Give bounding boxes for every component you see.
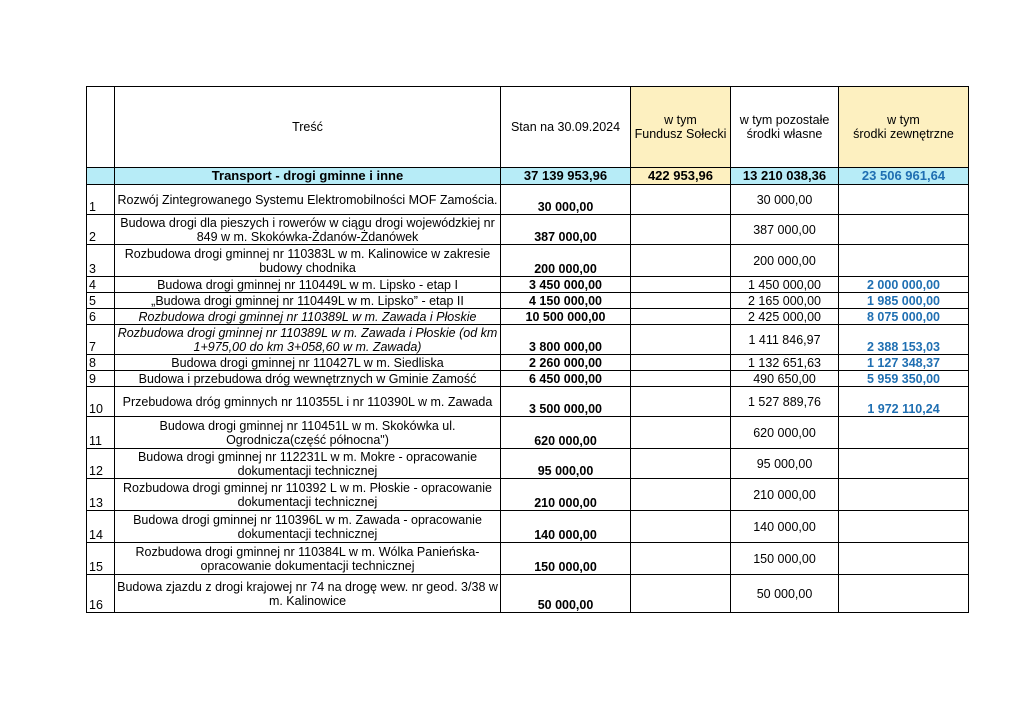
table-row [87,387,969,417]
row-fundusz-solecki [631,245,731,277]
row-number: 1 [87,185,115,215]
row-number: 5 [87,293,115,309]
row-description: Przebudowa dróg gminnych nr 110355L i nr 110390L w m. Zawada [115,387,501,417]
row-number: 14 [87,511,115,543]
row-srodki-wlasne: 210 000,00 [731,479,839,511]
row-total: 10 500 000,00 [501,309,631,325]
row-srodki-zewnetrzne [839,245,969,277]
row-number: 3 [87,245,115,277]
row-srodki-zewnetrzne [839,215,969,245]
row-description: Rozbudowa drogi gminnej nr 110392 L w m. Płoskie - opracowanie dokumentacji technicznej [115,479,501,511]
row-description: Rozbudowa drogi gminnej nr 110383L w m. Kalinowice w zakresie budowy chodnika [115,245,501,277]
row-total: 3 500 000,00 [501,387,631,417]
table-row [87,575,969,613]
header-stan: Stan na 30.09.2024 [501,87,631,168]
row-number: 8 [87,355,115,371]
table-row [87,215,969,245]
row-total: 6 450 000,00 [501,371,631,387]
row-number: 7 [87,325,115,355]
row-description: Budowa drogi gminnej nr 110451L w m. Skokówka ul. Ogrodnicza(część północna") [115,417,501,449]
row-fundusz-solecki [631,575,731,613]
row-description: Rozbudowa drogi gminnej nr 110389L w m. Zawada i Płoskie (od km 1+975,00 do km 3+058,60 w m. Zawada) [115,325,501,355]
table-row [87,293,969,309]
row-srodki-wlasne: 620 000,00 [731,417,839,449]
row-srodki-zewnetrzne: 2 000 000,00 [839,277,969,293]
row-total: 210 000,00 [501,479,631,511]
row-total: 4 150 000,00 [501,293,631,309]
row-srodki-zewnetrzne [839,543,969,575]
row-description: Budowa i przebudowa dróg wewnętrznych w Gminie Zamość [115,371,501,387]
row-number: 16 [87,575,115,613]
table-row [87,277,969,293]
header-srodki-zewnetrzne: w tym środki zewnętrzne [839,87,969,168]
table-row [87,417,969,449]
row-srodki-wlasne: 95 000,00 [731,449,839,479]
summary-label: Transport - drogi gminne i inne [115,168,501,185]
row-fundusz-solecki [631,185,731,215]
table-row [87,245,969,277]
row-srodki-zewnetrzne [839,417,969,449]
row-total: 140 000,00 [501,511,631,543]
row-fundusz-solecki [631,449,731,479]
row-fundusz-solecki [631,417,731,449]
row-description: Budowa zjazdu z drogi krajowej nr 74 na drogę wew. nr geod. 3/38 w m. Kalinowice [115,575,501,613]
row-srodki-wlasne: 2 165 000,00 [731,293,839,309]
header-lp [87,87,115,168]
row-total: 3 450 000,00 [501,277,631,293]
row-description: Rozwój Zintegrowanego Systemu Elektromobilności MOF Zamościa. [115,185,501,215]
table-row [87,371,969,387]
header-srodki-wlasne: w tym pozostałe środki własne [731,87,839,168]
row-srodki-zewnetrzne [839,479,969,511]
row-fundusz-solecki [631,387,731,417]
row-number: 6 [87,309,115,325]
row-total: 50 000,00 [501,575,631,613]
row-number: 9 [87,371,115,387]
row-srodki-zewnetrzne: 1 127 348,37 [839,355,969,371]
row-total: 620 000,00 [501,417,631,449]
row-total: 30 000,00 [501,185,631,215]
row-srodki-wlasne: 1 411 846,97 [731,325,839,355]
table-row [87,511,969,543]
row-description: Rozbudowa drogi gminnej nr 110389L w m. Zawada i Płoskie [115,309,501,325]
row-srodki-wlasne: 1 132 651,63 [731,355,839,371]
row-srodki-zewnetrzne: 1 972 110,24 [839,387,969,417]
row-number: 4 [87,277,115,293]
summary-fundusz: 422 953,96 [631,168,731,185]
row-total: 200 000,00 [501,245,631,277]
row-fundusz-solecki [631,511,731,543]
row-srodki-wlasne: 30 000,00 [731,185,839,215]
summary-zewnetrzne: 23 506 961,64 [839,168,969,185]
table-row [87,479,969,511]
table-row [87,309,969,325]
row-number: 2 [87,215,115,245]
row-fundusz-solecki [631,215,731,245]
row-srodki-wlasne: 50 000,00 [731,575,839,613]
row-srodki-zewnetrzne [839,511,969,543]
row-srodki-zewnetrzne: 2 388 153,03 [839,325,969,355]
row-total: 387 000,00 [501,215,631,245]
row-number: 12 [87,449,115,479]
header-row [87,87,969,168]
table-row [87,355,969,371]
row-number: 10 [87,387,115,417]
row-srodki-wlasne: 2 425 000,00 [731,309,839,325]
row-fundusz-solecki [631,293,731,309]
row-fundusz-solecki [631,277,731,293]
row-total: 2 260 000,00 [501,355,631,371]
summary-row [87,168,969,185]
row-description: „Budowa drogi gminnej nr 110449L w m. Lipsko” - etap II [115,293,501,309]
row-description: Rozbudowa drogi gminnej nr 110384L w m. Wólka Panieńska-opracowanie dokumentacji technicznej [115,543,501,575]
row-srodki-wlasne: 140 000,00 [731,511,839,543]
summary-wlasne: 13 210 038,36 [731,168,839,185]
table-row [87,185,969,215]
row-number: 15 [87,543,115,575]
row-srodki-wlasne: 1 527 889,76 [731,387,839,417]
row-fundusz-solecki [631,371,731,387]
row-total: 150 000,00 [501,543,631,575]
row-srodki-zewnetrzne: 5 959 350,00 [839,371,969,387]
row-number: 13 [87,479,115,511]
row-srodki-wlasne: 150 000,00 [731,543,839,575]
row-fundusz-solecki [631,309,731,325]
row-description: Budowa drogi gminnej nr 110449L w m. Lipsko - etap I [115,277,501,293]
table-row [87,543,969,575]
row-total: 3 800 000,00 [501,325,631,355]
table-row [87,325,969,355]
row-number: 11 [87,417,115,449]
row-srodki-zewnetrzne: 8 075 000,00 [839,309,969,325]
row-srodki-zewnetrzne [839,575,969,613]
row-srodki-wlasne: 490 650,00 [731,371,839,387]
row-total: 95 000,00 [501,449,631,479]
row-srodki-zewnetrzne [839,185,969,215]
row-fundusz-solecki [631,355,731,371]
row-srodki-zewnetrzne: 1 985 000,00 [839,293,969,309]
row-srodki-wlasne: 200 000,00 [731,245,839,277]
row-fundusz-solecki [631,479,731,511]
row-srodki-wlasne: 387 000,00 [731,215,839,245]
header-fundusz-solecki: w tym Fundusz Sołecki [631,87,731,168]
row-description: Budowa drogi gminnej nr 110396L w m. Zawada - opracowanie dokumentacji technicznej [115,511,501,543]
row-srodki-wlasne: 1 450 000,00 [731,277,839,293]
row-fundusz-solecki [631,325,731,355]
table-row [87,449,969,479]
row-description: Budowa drogi gminnej nr 112231L w m. Mokre - opracowanie dokumentacji technicznej [115,449,501,479]
row-srodki-zewnetrzne [839,449,969,479]
header-tresc: Treść [115,87,501,168]
summary-lp [87,168,115,185]
row-description: Budowa drogi dla pieszych i rowerów w ciągu drogi wojewódzkiej nr 849 w m. Skokówka-Żdanów-Żdanówek [115,215,501,245]
row-fundusz-solecki [631,543,731,575]
row-description: Budowa drogi gminnej nr 110427L w m. Siedliska [115,355,501,371]
summary-total: 37 139 953,96 [501,168,631,185]
budget-table [86,86,969,613]
